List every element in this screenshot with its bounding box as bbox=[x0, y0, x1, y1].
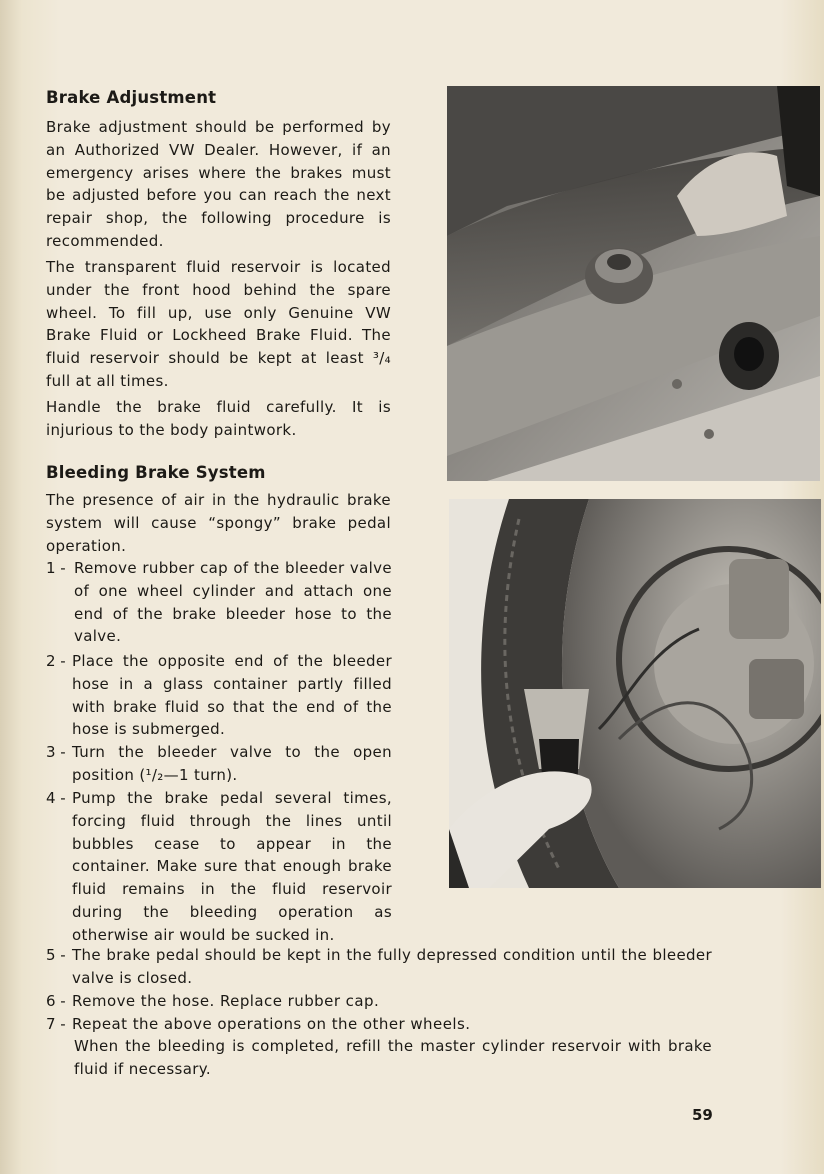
step-number: 1 - bbox=[46, 559, 66, 577]
step-number: 4 - bbox=[46, 789, 66, 807]
step-number: 6 - bbox=[46, 992, 66, 1010]
photo-fluid-reservoir bbox=[447, 86, 820, 481]
paragraph-fluid-reservoir: The transparent fluid reservoir is located under the front hood behind the spare wheel. To fill up, use only Genuine VW Brake Fluid or Lockheed Brake Fluid. The fluid reservoir should be kept at least ³/₄ full at all times. bbox=[46, 258, 391, 390]
step-number: 7 - bbox=[46, 1015, 66, 1033]
step-text: Remove the hose. Replace rubber cap. bbox=[72, 992, 380, 1010]
step-number: 3 - bbox=[46, 743, 66, 761]
step-number: 5 - bbox=[46, 946, 66, 964]
step-text: Pump the brake pedal several times, forcing fluid through the lines until bubbles cease to appear in the container. Make sure that enough brake fluid remains in the fluid reservoir during the bleeding operation as otherwise air would be sucked in. bbox=[72, 789, 392, 944]
step-text: Remove rubber cap of the bleeder valve of one wheel cylinder and attach one end of the brake bleeder hose to the valve. bbox=[74, 559, 392, 646]
paragraph-handle-fluid: Handle the brake fluid carefully. It is injurious to the body paintwork. bbox=[46, 398, 391, 439]
section-title-bleeding-brake-system: Bleeding Brake System bbox=[46, 463, 266, 482]
page-number: 59 bbox=[692, 1106, 713, 1124]
step-number: 2 - bbox=[46, 652, 66, 670]
paragraph-brake-adjustment: Brake adjustment should be performed by an Authorized VW Dealer. However, if an emergency arises where the brakes must be adjusted before you can reach the next repair shop, the following procedure is recommended. bbox=[46, 118, 391, 250]
step-text: Place the opposite end of the bleeder hose in a glass container partly filled with brake fluid so that the end of the hose is submerged. bbox=[72, 652, 392, 739]
step-text: Repeat the above operations on the other wheels. bbox=[72, 1015, 471, 1033]
section-title-brake-adjustment: Brake Adjustment bbox=[46, 88, 217, 107]
photo-brake-bleeding bbox=[449, 499, 821, 888]
step-text: The brake pedal should be kept in the fully depressed condition until the bleeder valve is closed. bbox=[72, 946, 712, 987]
paragraph-bleeding-intro: The presence of air in the hydraulic brake system will cause “spongy” brake pedal operation. bbox=[46, 491, 391, 555]
closing-note: When the bleeding is completed, refill the master cylinder reservoir with brake fluid if necessary. bbox=[74, 1037, 712, 1078]
step-text: Turn the bleeder valve to the open position (¹/₂—1 turn). bbox=[72, 743, 392, 784]
